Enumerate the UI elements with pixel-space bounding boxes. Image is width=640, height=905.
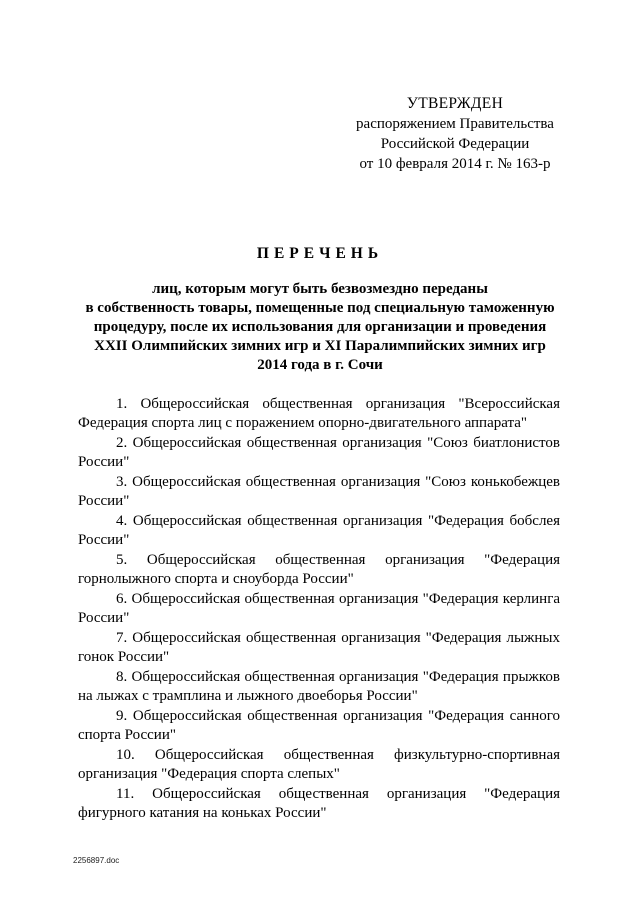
approval-line-3: от 10 февраля 2014 г. № 163-р	[359, 156, 551, 172]
list-item: 6. Общероссийская общественная организация "Федерация керлинга России"	[78, 591, 560, 626]
approval-block	[340, 94, 570, 174]
list-item: 1. Общероссийская общественная организация "Всероссийская Федерация спорта лиц с поражением опорно-двигательного аппарата"	[78, 396, 560, 431]
subtitle-line-4: XXII Олимпийских зимних игр и XI Паралимпийских зимних игр	[94, 338, 546, 354]
approval-line-1: распоряжением Правительства	[356, 116, 554, 132]
document-title-block	[60, 244, 580, 375]
list-item: 11. Общероссийская общественная организация "Федерация фигурного катания на коньках России"	[78, 786, 560, 821]
subtitle-line-2: в собственность товары, помещенные под специальную таможенную	[85, 300, 555, 316]
document-title: ПЕРЕЧЕНЬ	[256, 245, 384, 262]
footer-filename: 2256897.doc	[73, 856, 120, 865]
list-item: 4. Общероссийская общественная организация "Федерация бобслея России"	[78, 513, 560, 548]
subtitle-line-1: лиц, которым могут быть безвозмездно переданы	[152, 281, 488, 297]
list-item: 9. Общероссийская общественная организация "Федерация санного спорта России"	[78, 708, 560, 743]
subtitle-line-3: процедуру, после их использования для организации и проведения	[93, 319, 547, 335]
list-item: 5. Общероссийская общественная организация "Федерация горнолыжного спорта и сноуборда России"	[78, 552, 560, 587]
list-item: 10. Общероссийская общественная физкультурно-спортивная организация "Федерация спорта слепых"	[78, 747, 560, 782]
list-item: 2. Общероссийская общественная организация "Союз биатлонистов России"	[78, 435, 560, 470]
subtitle-line-5: 2014 года в г. Сочи	[257, 357, 383, 373]
list-item: 3. Общероссийская общественная организация "Союз конькобежцев России"	[78, 474, 560, 509]
list-item: 8. Общероссийская общественная организация "Федерация прыжков на лыжах с трамплина и лыжного двоеборья России"	[78, 669, 560, 704]
organization-list	[78, 395, 560, 824]
approval-heading: УТВЕРЖДЕН	[406, 95, 504, 112]
approval-line-2: Российской Федерации	[380, 136, 530, 152]
list-item: 7. Общероссийская общественная организация "Федерация лыжных гонок России"	[78, 630, 560, 665]
